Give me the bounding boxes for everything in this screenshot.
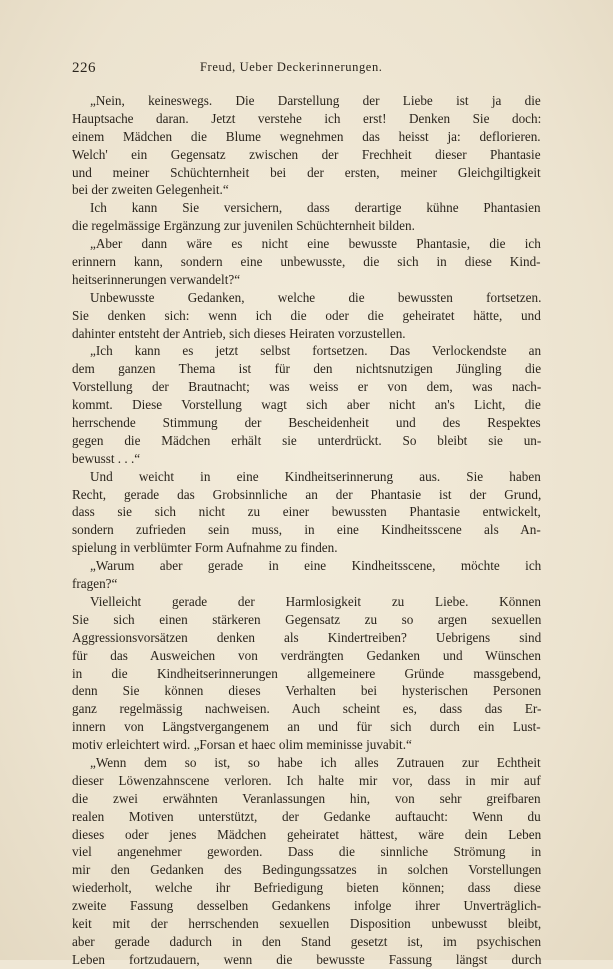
text-line: dahinter entsteht der Antrieb, sich dieses Heiraten vorzustellen. [72,325,406,341]
text-line: mir den Gedanken des Bedingungssatzes in solchen Vorstellungen [72,862,542,878]
text-line: Vorstellung der Brautnacht; was weiss er von dem, was nach- [72,379,542,395]
text-line: herrschende Stimmung der Bescheidenheit und des Respektes [72,415,541,431]
text-line: aber gerade dadurch in den Stand gesetzt ist, im psychischen [72,933,542,949]
text-line: realen Motiven unterstützt, der Gedanke auftaucht: Wenn du [72,808,541,824]
text-line: einem Mädchen die Blume wegnehmen das heisst ja: deflorieren. [72,128,541,144]
text-line: Recht, gerade das Grobsinnliche an der Phantasie ist der Grund, [72,486,542,502]
text-line: gegen die Mädchen erhält sie unterdrückt. So bleibt sie un- [72,432,542,448]
text-line: „Aber dann wäre es nicht eine bewusste Phantasie, die ich [90,236,541,252]
text-line: Welch' ein Gegensatz zwischen der Frechheit dieser Phantasie [72,146,541,162]
text-line: bewusst . . .“ [72,450,141,466]
text-line: und meiner Schüchternheit bei der ersten, meiner Gleichgiltigkeit [72,164,541,180]
text-line: sondern zufrieden sein muss, in eine Kindheitsscene als An- [72,522,541,538]
text-line: Aggressionsvorsätzen denken als Kindertreiben? Uebrigens sind [72,629,542,645]
text-line: Hauptsache daran. Jetzt verstehe ich erst! Denken Sie doch: [72,110,542,126]
text-line: zweite Fassung desselben Gedankens infolge ihrer Unverträglich- [72,898,542,914]
text-line: motiv erleichtert wird. „Forsan et haec olim meminisse juvabit.“ [72,737,412,753]
running-title: Freud, Ueber Deckerinnerungen. [200,60,383,74]
text-line: die zwei erwähnten Veranlassungen hin, von sehr greifbaren [72,790,541,806]
body-text [72,92,541,969]
text-line: heitserinnerungen verwandelt?“ [72,271,241,287]
text-line: innern von Längstvergangenem an und für sich durch ein Lust- [72,719,541,735]
text-line: Sie sich einen stärkeren Gegensatz zu so argen sexuellen [72,611,542,627]
page-number: 226 [72,60,96,76]
text-line: ganz regelmässig nachweisen. Auch scheint es, dass das Er- [72,701,542,717]
text-line: Vielleicht gerade der Harmlosigkeit zu Liebe. Können [90,593,541,609]
text-line: Unbewusste Gedanken, welche die bewussten fortsetzen. [90,289,542,305]
text-line: bei der zweiten Gelegenheit.“ [72,182,229,198]
text-line: „Warum aber gerade in eine Kindheitsscene, möchte ich [90,558,542,574]
text-line: wiederholt, welche ihr Befriedigung bieten können; dass diese [72,880,541,896]
page-header [72,60,541,82]
text-line: dieses oder jenes Mädchen geheiratet hättest, wäre dein Leben [72,826,542,842]
text-line: dass sie sich nicht zu einer bewussten Phantasie entwickelt, [72,504,541,520]
text-line: denn Sie können dieses Verhalten bei hysterischen Personen [72,683,542,699]
text-line: Sie denken sich: wenn ich die oder die geheiratet hätte, und [72,307,541,323]
text-line: in die Kindheitserinnerungen allgemeinere Gründe massgebend, [72,665,542,681]
text-line: Leben fortzudauern, wenn die bewusste Fassung längst durch [72,951,542,967]
text-line: kommt. Diese Vorstellung wagt sich aber nicht an's Licht, die [72,397,541,413]
text-line: „Wenn dem so ist, so habe ich alles Zutrauen zur Echtheit [90,754,541,770]
text-line: „Ich kann es jetzt selbst fortsetzen. Das Verlockendste an [90,343,542,359]
text-line: für das Ausweichen von verdrängten Gedanken und Wünschen [72,647,541,663]
text-line: viel angenehmer geworden. Dass die sinnliche Strömung in [72,844,542,860]
text-line: fragen?“ [72,576,118,592]
text-line: Und weicht in eine Kindheitserinnerung aus. Sie haben [90,468,541,484]
text-line: spielung in verblümter Form Aufnahme zu finden. [72,540,338,556]
text-line: dem ganzen Thema ist für den nichtsnutzigen Jüngling die [72,361,542,377]
text-line: dieser Löwenzahnscene verloren. Ich halte mir vor, dass in mir auf [72,772,541,788]
text-line: keit mit der herrschenden sexuellen Disposition unbewusst bleibt, [72,915,542,931]
text-line: Ich kann Sie versichern, dass derartige kühne Phantasien [90,200,541,216]
text-line: erinnern kann, sondern eine unbewusste, die sich in diese Kind- [72,254,541,270]
text-line: „Nein, keineswegs. Die Darstellung der Liebe ist ja die [90,93,541,108]
text-line: die regelmässige Ergänzung zur juvenilen Schüchternheit bilden. [72,218,415,234]
